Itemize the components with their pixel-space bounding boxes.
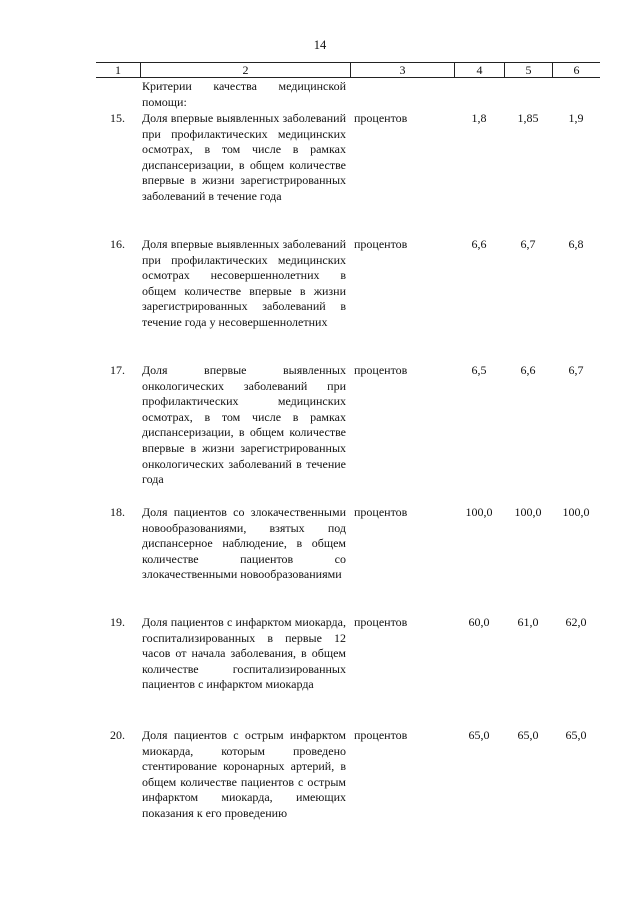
row-number: 18. <box>110 505 125 519</box>
row-value-col4: 1,8 <box>471 111 487 125</box>
row-value-col5: 61,0 <box>517 615 539 629</box>
row-value-col6: 1,9 <box>568 111 584 125</box>
row-value-col6: 65,0 <box>565 728 587 742</box>
row-unit: процентов <box>354 237 408 251</box>
row-description: Доля впервые выявленных заболеваний при профилактических медицинских осмотрах, в том числе в рамках диспансеризации, в общем количестве впервые в жизни зарегистрированных заболеваний в течение года <box>142 111 346 203</box>
header-col-4: 4 <box>454 63 504 77</box>
row-value-col5: 100,0 <box>514 505 542 519</box>
row-value-col5: 6,7 <box>520 237 536 251</box>
row-value-col6: 6,8 <box>568 237 584 251</box>
row-description: Доля пациентов с острым инфарктом миокарда, которым проведено стентирование коронарных артерий, в общем количестве пациентов с острым инфарктом миокарда, имеющих показания к его проведению <box>142 728 346 820</box>
page-number: 14 <box>313 38 327 52</box>
row-number: 16. <box>110 237 125 251</box>
row-unit: процентов <box>354 363 408 377</box>
row-value-col4: 60,0 <box>468 615 490 629</box>
row-value-col6: 100,0 <box>562 505 590 519</box>
row-value-col4: 65,0 <box>468 728 490 742</box>
row-unit: процентов <box>354 615 408 629</box>
header-col-2: 2 <box>140 63 350 77</box>
row-value-col5: 1,85 <box>517 111 539 125</box>
row-description: Доля впервые выявленных онкологических заболеваний при профилактических медицинских осмотрах, в том числе в рамках диспансеризации, в общем количестве впервые в жизни зарегистрированных онкологических заболеваний в течение года <box>142 363 346 487</box>
row-unit: процентов <box>354 728 408 742</box>
header-col-1: 1 <box>115 63 121 77</box>
row-description: Доля пациентов со злокачественными новообразованиями, взятых под диспансерное наблюдение, в общем количестве пациентов со злокачественными новообразованиями <box>142 505 346 582</box>
table-header <box>96 62 600 78</box>
row-number: 19. <box>110 615 125 629</box>
header-col-6: 6 <box>552 63 600 77</box>
row-value-col6: 6,7 <box>568 363 584 377</box>
row-number: 15. <box>110 111 125 125</box>
row-value-col4: 6,5 <box>471 363 487 377</box>
row-value-col5: 65,0 <box>517 728 539 742</box>
row-description: Доля впервые выявленных заболеваний при профилактических медицинских осмотрах несовершеннолетних в общем количестве впервые в жизни зарегистрированных заболеваний в течение года у несовершеннолетних <box>142 237 346 329</box>
row-value-col4: 6,6 <box>471 237 487 251</box>
row-unit: процентов <box>354 111 408 125</box>
row-number: 20. <box>110 728 125 742</box>
row-description: Доля пациентов с инфарктом миокарда, госпитализированных в первые 12 часов от начала заболевания, в общем количестве госпитализированных пациентов с инфарктом миокарда <box>142 615 346 692</box>
row-value-col6: 62,0 <box>565 615 587 629</box>
row-unit: процентов <box>354 505 408 519</box>
row-number: 17. <box>110 363 125 377</box>
row-value-col5: 6,6 <box>520 363 536 377</box>
section-title: Критерии качества медицинской помощи: <box>142 79 346 109</box>
header-col-5: 5 <box>504 63 552 77</box>
header-col-3: 3 <box>350 63 454 77</box>
row-value-col4: 100,0 <box>465 505 493 519</box>
